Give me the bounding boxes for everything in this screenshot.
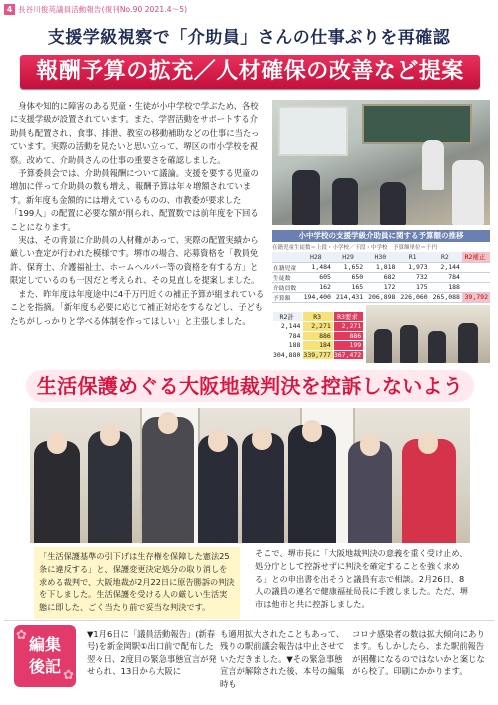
photo-person bbox=[374, 329, 392, 363]
compare-cell: 886 bbox=[303, 331, 333, 341]
table-header: R2 bbox=[430, 252, 462, 262]
article1-paragraph: 実は、その背景に介助員の人材難があって、実際の配置実績から厳しい査定が行われた模様です。堺市の場合、応募資格を「教員免許、保育士、介護福祉士、ホームヘルパー等の資格を有する方」と限定しているのも一因だと考えられ、その見直しを提案しました。 bbox=[10, 235, 260, 286]
photo-face bbox=[302, 420, 322, 442]
photo-blackboard bbox=[362, 104, 472, 144]
photo-face bbox=[100, 424, 120, 446]
photo-person bbox=[400, 325, 418, 363]
page-number: 4 bbox=[4, 4, 15, 15]
article1-title: 報酬予算の拡充／人材確保の改善など提案 bbox=[20, 55, 480, 89]
photo-person bbox=[380, 182, 406, 225]
table-cell: 732 bbox=[397, 272, 429, 282]
committee-photo bbox=[366, 305, 490, 363]
article1-paragraph: 身体や知的に障害のある児童・生徒が小中学校で学ぶため、各校に支援学級が設置されています。また、学習活動をサポートする介助員も配置され、食事、排泄、教室の移動補助などの仕事に当たっています。実際の活動を見たいと思い立って、堺区の市小学校を視察。改めて、介助員さんの仕事の重要さを確認しました。 bbox=[10, 101, 260, 165]
compare-cell: 886 bbox=[333, 331, 363, 341]
table-cell: 265,088 bbox=[430, 292, 462, 302]
photo-person bbox=[428, 331, 446, 363]
article2-quote: 「生活保護基準の引下げは生存権を保障した憲法25条に違反する」と、保護変更決定処分の取り消しを求める裁判で、大阪地裁が2月22日に原告勝訴の判決を下しました。生活保護を受ける人の厳しい生活実態に即した、ごく当たり前で妥当な判決です。 bbox=[34, 547, 240, 619]
row-label: 在籍児童 bbox=[272, 262, 301, 272]
photo-person bbox=[402, 439, 456, 543]
compare-cell: 304,880 bbox=[273, 350, 303, 360]
photo-face bbox=[158, 412, 178, 434]
compare-cell: 2,271 bbox=[303, 322, 333, 332]
article1-paragraph: 予算委員会では、介助員報酬について議論。支援を要する児童の増加に伴って介助員の数も増え、報酬予算は年々増額されています。新年度も金額的には増えているものの、市教委が要求した「199人」の配置に必要な額が削られ、配置数では前年度を下回ることになります。 bbox=[10, 168, 259, 232]
compare-cell: 367,472 bbox=[333, 350, 363, 360]
compare-cell: 184 bbox=[303, 341, 333, 351]
classroom-photo bbox=[272, 100, 490, 225]
row-label: 介助員数 bbox=[272, 282, 301, 292]
table-cell: 188 bbox=[430, 282, 462, 292]
photo-face bbox=[360, 434, 380, 456]
compare-row bbox=[273, 322, 364, 332]
photo-face bbox=[47, 432, 67, 454]
table-cell: 226,060 bbox=[397, 292, 429, 302]
photo-face bbox=[252, 428, 272, 450]
table-cell bbox=[462, 272, 490, 282]
badge-line: 後記 bbox=[28, 657, 61, 676]
compare-cell: 339,777 bbox=[303, 350, 333, 360]
table-cell: 214,431 bbox=[333, 292, 365, 302]
article2-body: そこで、堺市長に「大阪地裁判決の意義を重く受け止め、処分庁として控訴せずに判決を確定することを強く求める」との申出書を出そうと議員有志で相談。2月26日、8人の議員の連名で健康福祉局長に手渡しました。ただ、堺市は他市と共に控訴しました。 bbox=[255, 548, 468, 610]
table-cell bbox=[462, 282, 490, 292]
editor-note-col3: コロナ感染者の数は拡大傾向にあります。もしかしたら、また駅前報告が困難になるのではないかと案じながら校了。印刷にかかります。 bbox=[352, 629, 485, 677]
article1-subtitle: 支援学級視察で「介助員」さんの仕事ぶりを再確認 bbox=[47, 28, 451, 48]
compare-cell: 2,271 bbox=[333, 322, 363, 332]
table-cell bbox=[462, 262, 490, 272]
photo-person bbox=[34, 441, 80, 543]
photo-face bbox=[418, 432, 438, 454]
compare-cell: 784 bbox=[273, 331, 303, 341]
table-header: H29 bbox=[333, 252, 365, 262]
table-cell: 1,484 bbox=[301, 262, 333, 272]
table-cell: 206,898 bbox=[365, 292, 397, 302]
editor-note-col1: ▼1月6日に「議員活動報告」(新春号)を新金岡駅①出口前で配布した翌々日、2度目の緊急事態宣言が発せられ、13日から大阪に bbox=[87, 629, 217, 677]
photo-person bbox=[88, 431, 132, 543]
table-cell: 175 bbox=[397, 282, 429, 292]
photo-person bbox=[288, 425, 336, 543]
article1-body bbox=[10, 100, 265, 328]
compare-header: R2計 bbox=[273, 312, 303, 322]
photo-person bbox=[332, 178, 358, 225]
editor-badge bbox=[14, 625, 76, 687]
table-cell: 165 bbox=[333, 282, 365, 292]
table-header: R1 bbox=[397, 252, 429, 262]
table-cell: 162 bbox=[301, 282, 333, 292]
table-header: H28 bbox=[301, 252, 333, 262]
table-cell: 1,973 bbox=[397, 262, 429, 272]
editor-note-col2: も適用拡大されたこともあって、残りの駅前議会報告は中止させていただきました。▼その緊急事態宣言が解除された後、本号の編集時も bbox=[220, 629, 345, 689]
compare-header: R3要求 bbox=[333, 312, 363, 322]
photo-person bbox=[422, 140, 444, 190]
row-label: 生徒数 bbox=[272, 272, 301, 282]
table-row bbox=[272, 292, 490, 302]
table-cell: 172 bbox=[365, 282, 397, 292]
flower-icon: ✿ bbox=[63, 668, 74, 683]
table-cell: 194,400 bbox=[301, 292, 333, 302]
table-cell: 650 bbox=[333, 272, 365, 282]
compare-row bbox=[273, 341, 364, 351]
table-cell: 682 bbox=[365, 272, 397, 282]
table-row bbox=[272, 282, 490, 292]
table-cell: 39,792 bbox=[462, 292, 490, 302]
table-note: 在籍児童生徒数＝上段・小学校／下段・中学校 予算額単位＝千円 bbox=[272, 245, 438, 251]
compare-cell: 188 bbox=[273, 341, 303, 351]
article1-paragraph: また、昨年度は年度途中に4千万円近くの補正予算が組まれていることを指摘。「新年度も必要に応じて補正対応をするなどし、子どもたちがしっかりと学べる体制を作ってほしい」と主張しました。 bbox=[10, 288, 265, 326]
compare-header: R3 bbox=[303, 312, 333, 322]
photo-person bbox=[348, 441, 392, 543]
table-title: 小中学校の支援学級介助員に関する予算額の推移 bbox=[272, 230, 490, 242]
newsletter-title: 長谷川俊英議員活動報告(復刊No.90 2021.4～5) bbox=[18, 4, 188, 14]
table-cell: 605 bbox=[301, 272, 333, 282]
photo-person bbox=[292, 170, 320, 225]
table-cell: 1,818 bbox=[365, 262, 397, 272]
table-row bbox=[272, 262, 490, 272]
table-header: H30 bbox=[365, 252, 397, 262]
comparison-table bbox=[272, 311, 364, 360]
table-cell: 1,652 bbox=[333, 262, 365, 272]
photo-person bbox=[142, 417, 194, 543]
photo-window bbox=[278, 106, 348, 156]
petition-photo bbox=[30, 408, 470, 543]
divider bbox=[4, 620, 494, 621]
compare-row bbox=[273, 350, 364, 360]
article2-title: 生活保護めぐる大阪地裁判決を控訴しないよう bbox=[26, 370, 474, 402]
compare-row bbox=[273, 331, 364, 341]
photo-person bbox=[458, 323, 478, 363]
photo-face bbox=[208, 430, 228, 452]
row-label: 予算額 bbox=[272, 292, 301, 302]
photo-person bbox=[452, 160, 484, 225]
compare-header-row bbox=[273, 312, 364, 322]
table-header bbox=[272, 252, 301, 262]
table-row bbox=[272, 272, 490, 282]
badge-line: 編集 bbox=[28, 635, 61, 654]
budget-table bbox=[272, 252, 490, 303]
table-cell: 784 bbox=[430, 272, 462, 282]
table-header-row bbox=[272, 252, 490, 262]
table-cell: 2,144 bbox=[430, 262, 462, 272]
flower-icon: ✿ bbox=[16, 628, 27, 643]
compare-cell: 2,144 bbox=[273, 322, 303, 332]
page-header bbox=[4, 3, 494, 15]
compare-cell: 199 bbox=[333, 341, 363, 351]
table-header: R2補正 bbox=[462, 252, 490, 262]
